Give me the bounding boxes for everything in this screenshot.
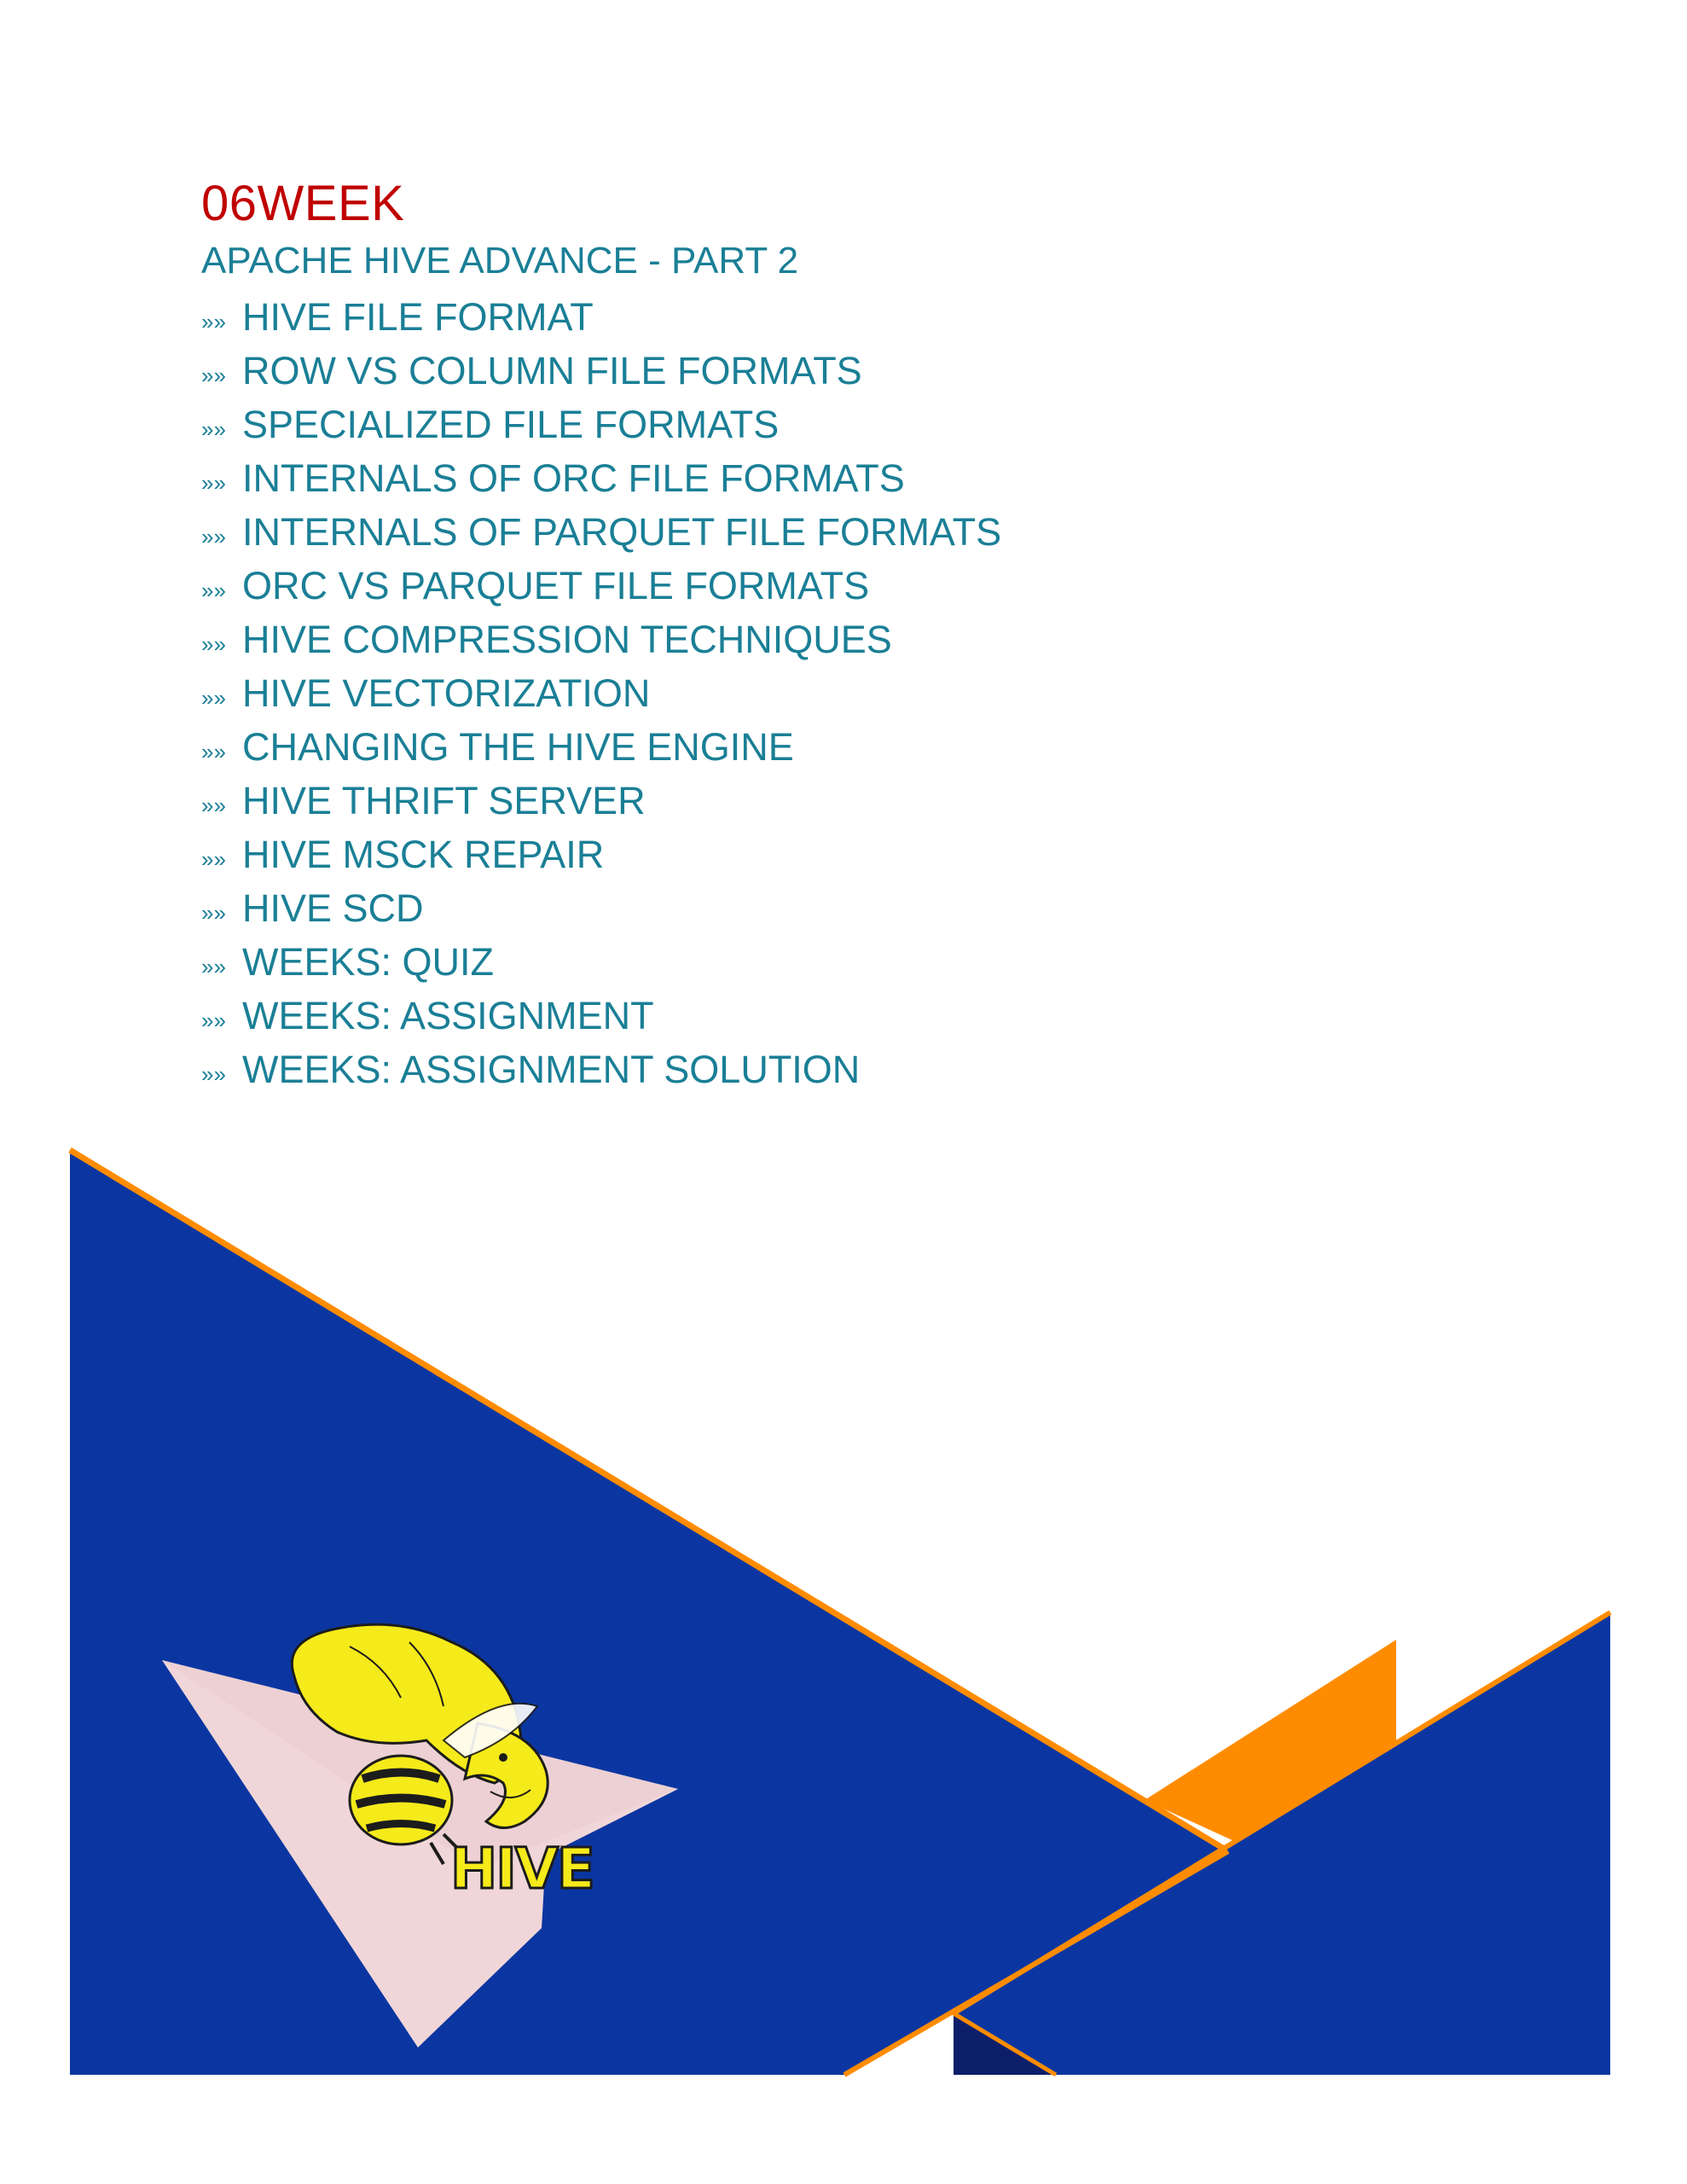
topic-item (201, 666, 1001, 720)
topic-item (201, 720, 1001, 774)
topic-item (201, 1043, 1001, 1096)
topic-label: CHANGING THE HIVE ENGINE (242, 724, 794, 769)
chevron-bullet-icon: »» (201, 416, 226, 442)
hive-logo-text: HIVE (450, 1836, 594, 1902)
topic-item (201, 398, 1001, 451)
chevron-bullet-icon: »» (201, 1061, 226, 1087)
left-blue-triangle (70, 1150, 1228, 2075)
chevron-bullet-icon: »» (201, 954, 226, 979)
topic-item (201, 451, 1001, 505)
chevron-bullet-icon: »» (201, 739, 226, 764)
topic-label: HIVE SCD (242, 886, 424, 930)
topic-item (201, 613, 1001, 666)
topic-item (201, 935, 1001, 989)
topic-label: SPECIALIZED FILE FORMATS (242, 402, 780, 446)
chevron-bullet-icon: »» (201, 685, 226, 711)
chevron-bullet-icon: »» (201, 793, 226, 818)
topic-label: HIVE VECTORIZATION (242, 671, 651, 715)
topic-item (201, 290, 1001, 344)
course-title: APACHE HIVE ADVANCE - PART 2 (201, 240, 799, 282)
topic-item (201, 828, 1001, 881)
week-label: 06WEEK (201, 176, 405, 231)
chevron-bullet-icon: »» (201, 1008, 226, 1033)
chevron-bullet-icon: »» (201, 524, 226, 549)
topic-label: WEEKS: ASSIGNMENT SOLUTION (242, 1047, 861, 1091)
chevron-bullet-icon: »» (201, 900, 226, 926)
topic-label: HIVE COMPRESSION TECHNIQUES (242, 617, 892, 661)
topic-item (201, 559, 1001, 613)
chevron-bullet-icon: »» (201, 309, 226, 334)
topic-label: INTERNALS OF ORC FILE FORMATS (242, 456, 905, 500)
topic-label: WEEKS: ASSIGNMENT (242, 993, 654, 1037)
topic-list (201, 290, 1001, 1096)
topic-item (201, 505, 1001, 559)
topic-item (201, 344, 1001, 398)
topic-label: ROW VS COLUMN FILE FORMATS (242, 348, 862, 392)
topic-label: HIVE FILE FORMAT (242, 294, 594, 339)
topic-item (201, 881, 1001, 935)
chevron-bullet-icon: »» (201, 470, 226, 496)
chevron-bullet-icon: »» (201, 631, 226, 657)
chevron-bullet-icon: »» (201, 846, 226, 872)
topic-label: HIVE THRIFT SERVER (242, 778, 646, 822)
chevron-bullet-icon: »» (201, 578, 226, 603)
topic-label: WEEKS: QUIZ (242, 939, 495, 984)
topic-item (201, 774, 1001, 828)
topic-label: ORC VS PARQUET FILE FORMATS (242, 563, 870, 607)
topic-label: INTERNALS OF PARQUET FILE FORMATS (242, 509, 1002, 554)
topic-label: HIVE MSCK REPAIR (242, 832, 605, 876)
topic-item (201, 989, 1001, 1043)
chevron-bullet-icon: »» (201, 363, 226, 388)
